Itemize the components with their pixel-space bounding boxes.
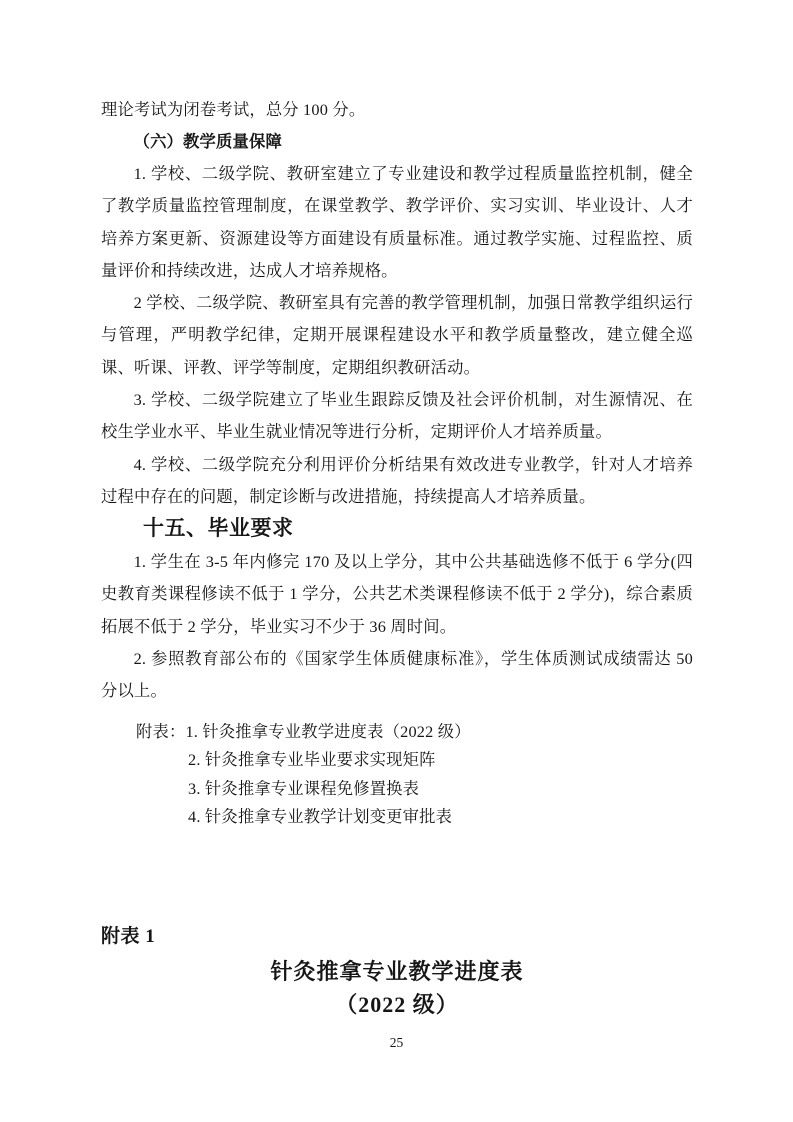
- paragraph-quality-4: 4. 学校、二级学院充分利用评价分析结果有效改进专业教学，针对人才培养过程中存在的问题，制定诊断与改进措施，持续提高人才培养质量。: [101, 455, 693, 507]
- paragraph-exam-continuation: 理论考试为闭卷考试，总分 100 分。: [101, 100, 366, 119]
- appendix-list: [101, 718, 693, 832]
- attachment-table-subtitle: （2022 级）: [335, 992, 459, 1017]
- appendix-item-3: 3. 针灸推拿专业课程免修置换表: [188, 778, 420, 798]
- appendix-item-4: 4. 针灸推拿专业教学计划变更审批表: [188, 807, 453, 827]
- appendix-item-1: 1. 针灸推拿专业教学进度表（2022 级）: [185, 722, 471, 741]
- paragraph-quality-1: 1. 学校、二级学院、教研室建立了专业建设和教学过程质量监控机制，健全了教学质量监控管理制度，在课堂教学、教学评价、实习实训、毕业设计、人才培养方案更新、资源建设等方面建设有质量标准。通过教学实施、过程监控、质量评价和持续改进，达成人才培养规格。: [101, 164, 693, 280]
- attachment-1-heading: 附表 1: [101, 926, 156, 947]
- paragraph-graduation-1: 1. 学生在 3-5 年内修完 170 及以上学分，其中公共基础选修不低于 6 学分(四史教育类课程修读不低于 1 学分，公共艺术类课程修读不低于 2 学分)，综合素质拓展不低于 2 学分，毕业实习不少于 36 周时间。: [101, 552, 693, 636]
- appendix-label: 附表：: [136, 722, 186, 741]
- section-heading-teaching-quality: （六）教学质量保障: [133, 133, 282, 151]
- appendix-line-1: [101, 718, 693, 746]
- paragraph-quality-2: 2 学校、二级学院、教研室具有完善的教学管理机制，加强日常教学组织运行与管理，严明教学纪律，定期开展课程建设水平和教学质量整改，建立健全巡课、听课、评教、评学等制度，定期组织教研活动。: [101, 293, 693, 377]
- appendix-item-2: 2. 针灸推拿专业毕业要求实现矩阵: [188, 750, 436, 770]
- page-number: 25: [389, 1035, 404, 1050]
- paragraph-graduation-2: 2. 参照教育部公布的《国家学生体质健康标准》，学生体质测试成绩需达 50 分以上。: [101, 649, 693, 701]
- attachment-table-title: 针灸推拿专业教学进度表: [270, 959, 524, 984]
- chapter-heading-graduation-requirements: 十五、毕业要求: [143, 517, 294, 540]
- paragraph-quality-3: 3. 学校、二级学院建立了毕业生跟踪反馈及社会评价机制，对生源情况、在校生学业水平、毕业生就业情况等进行分析，定期评价人才培养质量。: [101, 390, 693, 442]
